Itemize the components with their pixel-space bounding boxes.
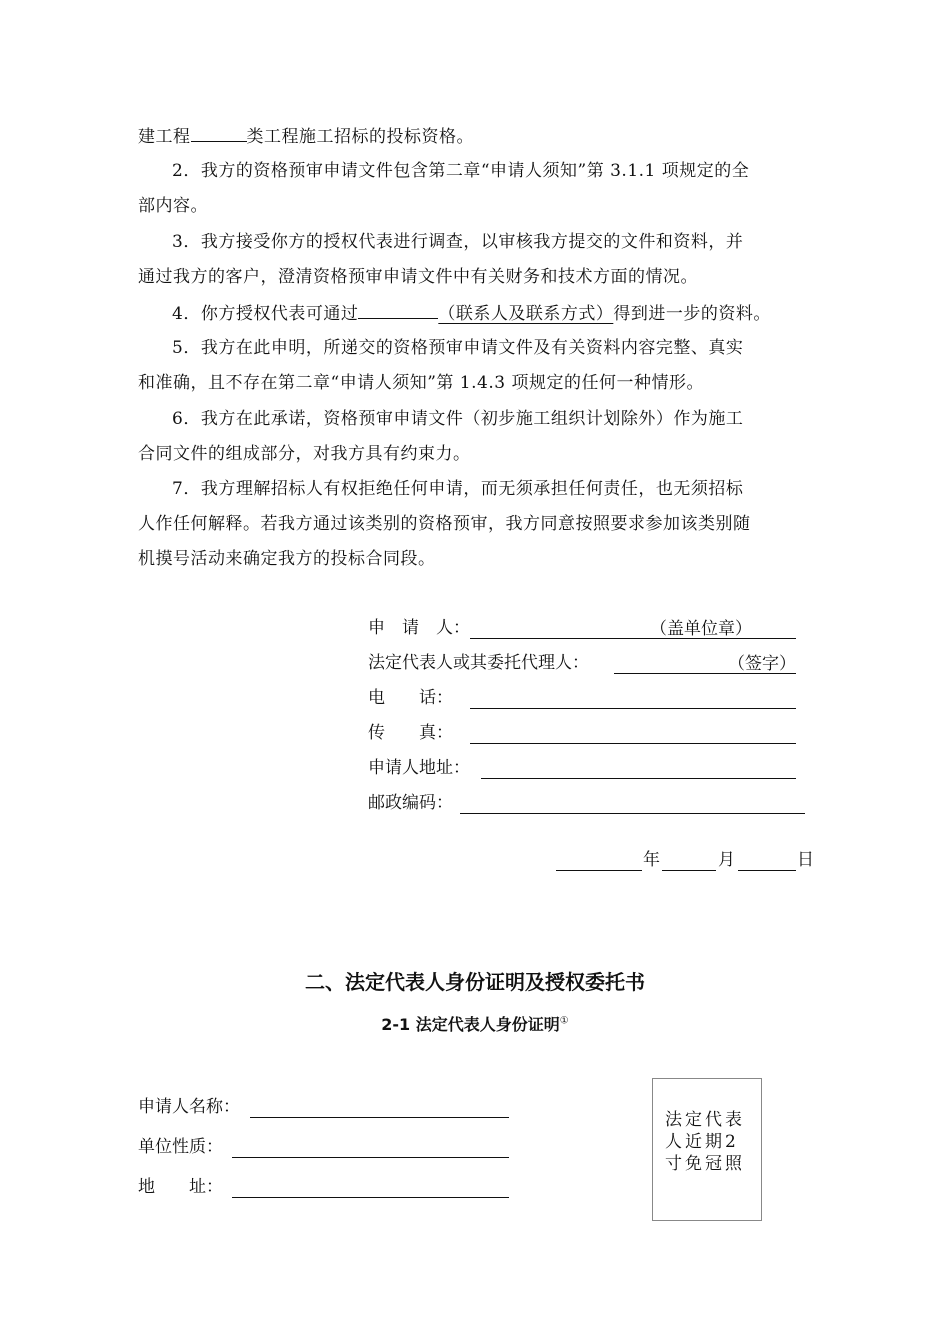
item-3-line-1: 3．我方接受你方的授权代表进行调查，以审核我方提交的文件和资料，并 <box>172 232 744 252</box>
day-label: 日 <box>797 850 814 870</box>
applicant-address-field[interactable] <box>481 758 796 779</box>
identity-address-label: 地 址： <box>138 1177 223 1197</box>
item-2-line-1: 2．我方的资格预审申请文件包含第二章“申请人须知”第 3.1.1 项规定的全 <box>172 161 750 181</box>
applicant-name-label: 申请人名称： <box>138 1097 240 1117</box>
photo-caption: 法定代表人近期2寸免冠照 <box>665 1110 745 1174</box>
item-6-line-2: 合同文件的组成部分，对我方具有约束力。 <box>138 444 471 464</box>
applicant-label: 申 请 人： <box>368 618 470 638</box>
year-field[interactable] <box>556 850 642 871</box>
applicant-name-field[interactable] <box>250 1097 509 1118</box>
fax-label: 传 真： <box>368 723 453 743</box>
section-subtitle: 2-1 法定代表人身份证明① <box>381 1015 569 1034</box>
section-title: 二、法定代表人身份证明及授权委托书 <box>305 970 645 994</box>
item-4-line: 4．你方授权代表可通过 （联系人及联系方式）得到进一步的资料。 <box>172 304 771 324</box>
phone-field[interactable] <box>470 688 796 709</box>
category-blank[interactable] <box>191 125 247 142</box>
item-5-line-2: 和准确，且不存在第二章“申请人须知”第 1.4.3 项规定的任何一种情形。 <box>138 373 704 393</box>
day-field[interactable] <box>738 850 796 871</box>
unit-nature-field[interactable] <box>232 1137 509 1158</box>
month-label: 月 <box>718 850 735 870</box>
identity-address-field[interactable] <box>232 1177 509 1198</box>
item-7-line-3: 机摸号活动来确定我方的投标合同段。 <box>138 549 436 569</box>
phone-label: 电 话： <box>368 688 453 708</box>
paragraph-line: 建工程 类工程施工招标的投标资格。 <box>138 127 474 147</box>
seal-hint: （盖单位章） <box>650 619 752 639</box>
footnote-mark: ① <box>559 1015 569 1027</box>
applicant-address-label: 申请人地址： <box>368 758 470 778</box>
item-7-line-1: 7．我方理解招标人有权拒绝任何申请，而无须承担任何责任，也无须招标 <box>172 479 744 499</box>
legal-rep-label: 法定代表人或其委托代理人： <box>368 653 589 673</box>
postal-code-field[interactable] <box>460 793 805 814</box>
photo-placeholder[interactable] <box>652 1078 762 1221</box>
contact-hint: （联系人及联系方式） <box>438 304 614 324</box>
month-field[interactable] <box>662 850 716 871</box>
item-5-line-1: 5．我方在此申明，所递交的资格预审申请文件及有关资料内容完整、真实 <box>172 338 744 358</box>
item-2-line-2: 部内容。 <box>138 196 208 216</box>
item-7-line-2: 人作任何解释。若我方通过该类别的资格预审，我方同意按照要求参加该类别随 <box>138 514 751 534</box>
contact-blank[interactable] <box>358 302 438 319</box>
fax-field[interactable] <box>470 723 796 744</box>
legal-rep-field[interactable] <box>614 653 796 674</box>
item-6-line-1: 6．我方在此承诺，资格预审申请文件（初步施工组织计划除外）作为施工 <box>172 409 744 429</box>
applicant-field[interactable] <box>470 618 796 639</box>
item-3-line-2: 通过我方的客户，澄清资格预审申请文件中有关财务和技术方面的情况。 <box>138 267 698 287</box>
year-label: 年 <box>643 850 660 870</box>
postal-code-label: 邮政编码： <box>368 793 453 813</box>
sign-hint: （签字） <box>728 654 796 674</box>
unit-nature-label: 单位性质： <box>138 1137 223 1157</box>
